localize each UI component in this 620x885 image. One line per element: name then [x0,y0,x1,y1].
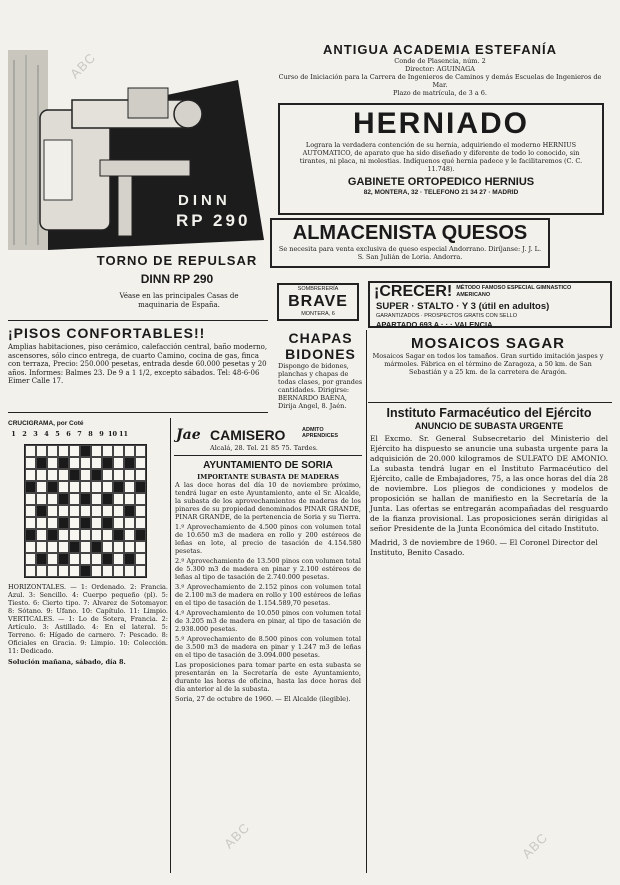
crossword [8,420,168,438]
mosaicos-title: MOSAICOS SAGAR [410,335,565,352]
quesos-body: Se necesita para venta exclusiva de queso especial Andorrano. Diríjanse: J. J. L. S. San Julián de Loria. Andorra. [278,245,542,261]
crossword-number: 8 [88,430,93,438]
watermark: ABC [67,49,99,82]
crossword-grid [24,444,147,578]
crossword-clues [8,583,168,666]
herniado-address: 82, MONTERA, 32 · TELEFONO 21 34 27 · MADRID [363,189,519,196]
crecer-line: SUPER · STALTO · Y 3 (útil en adultos) [376,301,550,312]
crossword-number: 9 [99,430,104,438]
soria-lot: 1.º Aprovechamiento de 4.500 pinos con volumen total de 10.650 m3 de madera en rollo y 200 estéreos de leñas en lote, al precio de tasación de 4.154.580 pesetas. [175,523,361,555]
camisero-brand: Jae [176,427,201,443]
soria-lot: 5.º Aprovechamiento de 8.500 pinos con volumen total de 3.500 m3 de madera en pinar y 1.247 m3 de leñas en el tipo de tasación de 3.094.000 pesetas. [175,635,361,659]
crossword-number: 10 [107,430,118,438]
farmaceutico-title: Instituto Farmacéutico del Ejército [386,406,592,420]
crossword-title: CRUCIGRAMA, por Coté [8,420,84,427]
brave-ad [277,283,359,321]
crossword-number: 7 [77,430,82,438]
pisos-body: Amplias habitaciones, piso cerámico, calefacción central, baño moderno, ascensores, sólo cinco entrega, de cuarto Camino, cocina de gas, finca con terraza, Precio: 250.000 pesetas, entrada desde 60.000 pesetas y 20 años. Informes: Balmes 23. De 9 a 1 1/2, excepto sábados. Tel: 48-6-06 Eimer Calle 17. [8,343,268,385]
herniado-ad [278,103,604,215]
crossword-number: 6 [66,430,71,438]
soria-signature: Soria, 27 de octubre de 1960. — El Alcalde (ilegible). [175,695,351,703]
crossword-numbers [8,430,168,438]
crecer-method: MÉTODO FAMOSO ESPECIAL GIMNASTICO AMERICANO [456,285,572,298]
mosaicos-body: Mosaicos Sagar en todos los tamaños. Gran surtido imitación jaspes y mármoles. Fábrica en el término de Zaragoza, a 50 km. de San Sebastián y a 25 km. de la carretera de Aragón. [372,352,604,376]
quesos-title: ALMACENISTA QUESOS [292,222,528,244]
soria-lot: 4.º Aprovechamiento de 10.050 pinos con volumen total de 3.205 m3 de madera en pinar, al tipo de tasación de 2.938.000 pesetas. [175,609,361,633]
crecer-title: ¡CRECER! [374,283,453,300]
quesos-ad [270,218,550,268]
camisero-ad [174,425,362,456]
soria-closing: Las proposiciones para tomar parte en esta subasta se presentarán en la Secretaría de este Ayuntamiento, durante las horas de oficina, hasta las doce horas del día anterior al de la subasta. [175,661,361,693]
academia-course: Curso de Iniciación para la Carrera de Ingenieros de Caminos y demás Escuelas de Ingenieros de Mar. [278,73,602,89]
crossword-number: 3 [33,430,38,438]
academia-title: ANTIGUA ACADEMIA ESTEFANÍA [323,42,557,57]
pisos-title: ¡PISOS CONFORTABLES!! [8,325,206,341]
crossword-footer: Solución mañana, sábado, día 8. [8,658,126,666]
farmaceutico-signature: Madrid, 3 de noviembre de 1960. — El Coronel Director del Instituto, Benito Casado. [370,538,598,557]
soria-notice [175,460,361,703]
bidones-title: BIDONES [285,346,356,362]
academia-ad [275,42,605,97]
crossword-number: 1 [11,430,16,438]
crossword-clues-text: HORIZONTALES. — 1: Ordenado. 2: Francia. Azul. 3: Sencillo. 4: Cuerpo pequeño (pl). 5: Tiesto. 6: Cierto tipo. 7: Alvarez de Sotomayor. 8: Sótano. 9: Ufano. 10: Capítulo. 11: Limpio. VERTICALES. — 1: Lo de Sotera, Francia. 2: Artículo. 3: Astillado. 4: En el lateral. 5: Terreno. 6: Hígado de carnero. 7: Pescado. 8: Oficiales en Gracia. 9: Limpio. 10: Colección. 11: Dedicado. [8,583,168,655]
crossword-number: 5 [55,430,60,438]
soria-subtitle: IMPORTANTE SUBASTA DE MADERAS [197,473,339,481]
soria-body: A las doce horas del día 10 de noviembre próximo, tendrá lugar en este Ayuntamiento, ante el Sr. Alcalde, la subasta de los aprovechamientos de maderas de los pinares de su propiedad denominados PINAR GRANDE, PINAR GRANDE, de la pertenencia de Soria y su Tierra. [175,481,361,521]
academia-enrollment: Plazo de matrícula, de 3 a 6. [393,89,487,97]
soria-lot: 2.º Aprovechamiento de 13.500 pinos con volumen total de 5.300 m3 de madera en pinar y 2.100 estéreos de leñas al tipo de tasación de 2.740.000 pesetas. [175,557,361,581]
soria-lot: 3.º Aprovechamiento de 2.152 pinos con volumen total de 2.100 m3 de madera en rollo y 100 estéreos de leñas en el tipo de tasación de 1.154.589,70 pesetas. [175,583,361,607]
chapas-body: Dispongo de bidones, planchas y chapas de todas clases, por grandes cantidades. Dirigirse: BERNARDO BAENA, Dirija Angel, 8. Jaén. [278,362,363,410]
crecer-garantia: GARANTIZADOS · PROSPECTOS GRATIS CON SELLO [376,313,517,319]
lathe-title: TORNO DE REPULSAR [96,253,258,268]
farmaceutico-subtitle: ANUNCIO DE SUBASTA URGENTE [414,421,564,431]
machine-label-dinn: DINN [178,192,231,209]
farmaceutico-notice [370,406,608,558]
mosaicos-ad [368,335,608,376]
watermark: ABC [221,819,253,852]
lathe-ad [8,40,266,312]
herniado-title: HERNIADO [352,107,529,140]
crecer-apartado: APARTADO 693 A · · · VALENCIA [376,320,493,329]
academia-address: Conde de Plasencia, núm. 2 [394,57,486,65]
watermark: ABC [519,829,551,862]
machine-label-model: RP 290 [176,211,251,230]
farmaceutico-body: El Excmo. Sr. General Subsecretario del Ministerio del Ejército ha dispuesto se anuncie una subasta urgente para la adquisición de 20.000 kilogramos de SULFATO DE AMONIO. La subasta tendrá lugar en el Instituto Farmacéutico del Ejército, calle de Embajadores, 75, a las once horas del día 28 de noviembre. Los pliegos de condiciones y modelos de proposición se hallan de manifiesto en la Secretaría de la Junta. Las ofertas se entregarán acompañadas del resguardo de la fianza provisional. Las proposiciones serán dirigidas al señor Presidente de la Junta Económica del citado Instituto. [370,434,608,533]
brave-top: SOMBRERERÍA [297,286,339,292]
brave-name: BRAVE [288,293,348,310]
soria-title: AYUNTAMIENTO DE SORIA [203,460,333,471]
brave-sub: MONTERA, 6 [301,311,335,317]
lathe-body: Véase en las principales Casas de maquinaria de España. [119,292,239,309]
camisero-title: CAMISERO [210,427,286,443]
crossword-number: 11 [118,430,129,438]
chapas-title: CHAPAS [288,330,353,346]
lathe-model: DINN RP 290 [140,272,214,286]
pisos-ad [8,325,268,386]
herniado-body: Lograra la verdadera contención de su hernia, adquiriendo el moderno HERNIUS AUTOMATICO, de aparato que ha sido diseñado y diferente de todo lo conocido, sin tirantes, ni placa, ni molestias. Indíquenos qué hernia padece y le facilitaremos (C. C. 11.748). [299,141,583,173]
chapas-ad [278,330,363,410]
camisero-address: Alcalá, 28. Tel. 21 85 75. Tardes. [210,444,318,452]
crossword-number: 4 [44,430,49,438]
camisero-note: ADMITO APRENDICES [302,427,339,439]
crossword-number: 2 [22,430,27,438]
crecer-ad [368,281,612,328]
academia-director: Director: AGUINAGA [405,65,475,73]
herniado-gabinete: GABINETE ORTOPEDICO HERNIUS [347,176,535,188]
